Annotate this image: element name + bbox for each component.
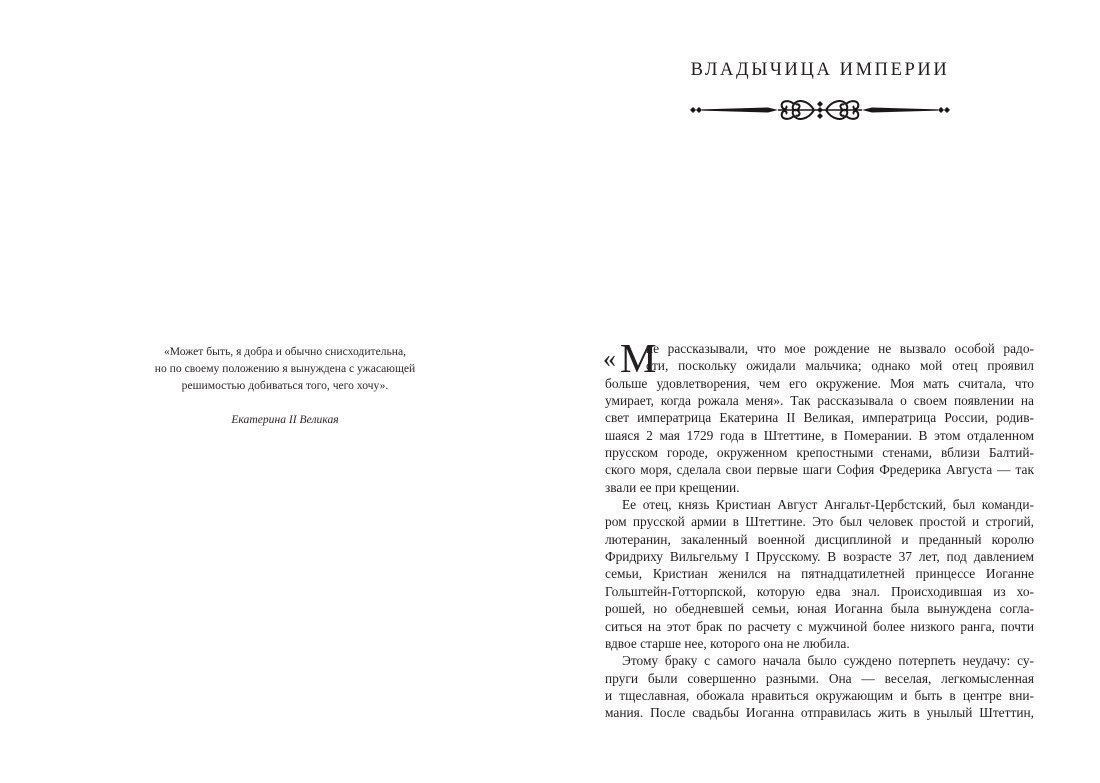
text-line: больше удовлетворения, чем его окружение. Моя мать считала, что (605, 375, 1034, 391)
text-line: шаяся 2 мая 1729 года в Штеттине, в Померании. В этом отдаленном (605, 427, 1034, 443)
epigraph-author: Екатерина II Великая (231, 413, 339, 426)
text-line: ского моря, сделала свои первые шаги София Фредерика Августа — так (605, 462, 1034, 478)
epigraph (130, 343, 440, 428)
text-line: семьи, Кристиан женился на пятнадцатилетней принцессе Иоганне (605, 566, 1034, 582)
epigraph-line: «Может быть, я добра и обычно снисходительна, (163, 345, 407, 358)
text-line: Фридриху Вильгельму I Прусскому. В возрасте 37 лет, под давлением (605, 549, 1034, 565)
text-line: не рассказывали, что мое рождение не вызвало особой радо- (646, 341, 1034, 356)
text-line: вдвое старше нее, которого она не любила. (605, 635, 850, 651)
text-line: и тщеславная, обожала нравиться окружающим и быть в центре вни- (605, 687, 1034, 703)
paragraph-1 (605, 335, 1034, 496)
text-line: рошей, но обедневшей семьи, юная Иоганна была вынуждена согла- (605, 601, 1034, 617)
text-line: прусском городе, окруженном крепостными стенами, вблизи Балтий- (605, 445, 1034, 461)
text-line: Гольштейн-Готторпской, которую едва знал. Происходившая из хо- (605, 583, 1034, 599)
text-line: умирает, когда рожала меня». Так рассказывала о своем появлении на (605, 393, 1034, 409)
text-line: звали ее при крещении. (605, 479, 740, 495)
right-page (550, 0, 1100, 783)
text-line: Ее отец, князь Кристиан Август Ангальт-Цербстский, был команди- (622, 497, 1034, 513)
chapter-title: ВЛАДЫЧИЦА ИМПЕРИИ (690, 60, 950, 80)
drop-cap-quote-mark: « (603, 344, 616, 373)
paragraph-3 (605, 652, 1034, 721)
body-text (603, 335, 1034, 722)
text-line: свет императрица Екатерина II Великая, императрица России, родив- (605, 410, 1034, 426)
text-line: мания. После свадьбы Иоганна отправилась жить в унылый Штеттин, (605, 705, 1034, 721)
epigraph-line: но по своему положению я вынуждена с ужасающей (154, 362, 416, 375)
scroll-divider-ornament-icon (690, 95, 950, 125)
epigraph-line: решимостью добиваться того, чего хочу». (181, 379, 389, 392)
paragraph-2 (605, 496, 1034, 652)
text-line: лютеранин, закаленный военной дисциплиной и преданный королю (605, 531, 1034, 547)
text-line: сти, поскольку ожидали мальчика; однако мой отец проявил (646, 358, 1034, 374)
drop-cap (603, 335, 657, 381)
text-line: ром прусской армии в Штеттине. Это был человек простой и строгий, (605, 514, 1034, 530)
text-line: Этому браку с самого начала было суждено потерпеть неудачу: су- (622, 653, 1034, 669)
text-line: ситься на этот брак по расчету с мужчиной более низкого ранга, почти (605, 618, 1034, 634)
text-line: пруги были совершенно разными. Она — веселая, легкомысленная (605, 670, 1034, 686)
drop-cap-letter: М (620, 335, 657, 381)
